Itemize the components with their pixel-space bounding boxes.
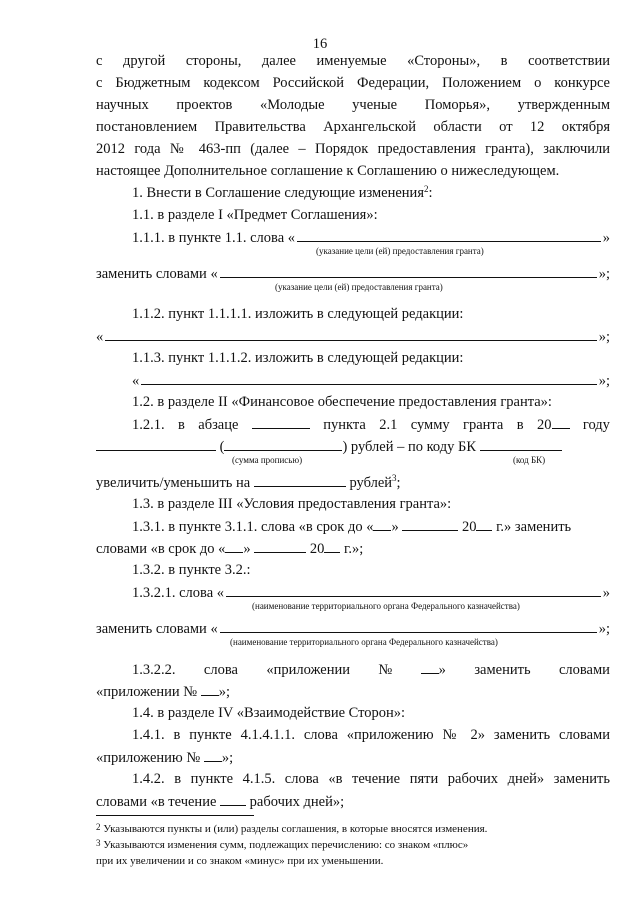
word-3: абзаце xyxy=(198,417,239,433)
word-10: году xyxy=(582,417,610,433)
footnote-3 xyxy=(96,838,610,852)
amount-words-blank xyxy=(224,437,342,451)
item-1-4-1-line-2 xyxy=(96,748,610,767)
item-1-4-2-c: рабочих дней»; xyxy=(249,794,345,810)
item-1-3-1-e: словами «в срок до « xyxy=(96,541,226,557)
footnote-3-text: Указываются изменения сумм, подлежащих перечислению: со знаком «плюс» xyxy=(100,839,469,851)
paragraph-blank xyxy=(252,415,310,429)
replace-1-end: »; xyxy=(598,266,610,282)
caption-treasury-2: (наименование территориального органа Федерального казначейства) xyxy=(230,637,498,647)
appendix-blank-1 xyxy=(421,660,439,674)
word-2: в xyxy=(178,417,185,433)
intro-line-3: научных проектов «Молодые ученые Поморья», утвержденным xyxy=(96,97,610,113)
item-1-end: : xyxy=(428,185,433,201)
year-blank-2 xyxy=(476,517,492,531)
item-1-3-2-2 xyxy=(132,660,610,679)
item-1-3-2-2-line-2 xyxy=(96,682,610,701)
intro-line-6: настоящее Дополнительное соглашение к Соглашению о нижеследующем. xyxy=(96,163,560,179)
item-1-3-2: 1.3.2. в пункте 3.2.: xyxy=(132,562,251,578)
item-1-1-3-close: »; xyxy=(598,373,610,389)
item-1-3-2-1-end: » xyxy=(602,585,610,601)
item-1-text: 1. Внести в Соглашение следующие изменения xyxy=(132,185,424,201)
item-1-4-1-b: «приложению № xyxy=(96,750,201,766)
footnote-2-text: Указываются пункты и (или) разделы соглашения, в которые вносятся изменения. xyxy=(100,823,488,835)
w-e: » xyxy=(438,662,446,678)
footnote-separator xyxy=(96,815,254,816)
item-1-3-1-line-2 xyxy=(96,539,610,558)
item-1-1-3: 1.1.3. пункт 1.1.1.2. изложить в следующей редакции: xyxy=(132,350,464,366)
item-1-3-1-a: 1.3.1. в пункте 3.1.1. слова «в срок до « xyxy=(132,519,374,535)
item-1-2-1-line-3 xyxy=(96,473,610,492)
item-1-4-2: 1.4.2. в пункте 4.1.5. слова «в течение пяти рабочих дней» заменить xyxy=(132,771,610,787)
item-1-3-1-f: » xyxy=(243,541,251,557)
item-1-1-1 xyxy=(132,228,610,247)
footnote-3-continued: при их увеличении и со знаком «минус» при их уменьшении. xyxy=(96,855,384,867)
item-1-3-1-g: 20 xyxy=(309,541,325,557)
page-number: 16 xyxy=(312,36,328,52)
caption-treasury-1: (наименование территориального органа Федерального казначейства) xyxy=(252,601,520,611)
edition-blank-2 xyxy=(141,371,596,385)
item-1-1-1-end: » xyxy=(602,230,610,246)
item-1-3-2-1 xyxy=(132,583,610,602)
item-1-1-2-open: « xyxy=(96,329,104,345)
word-7: гранта xyxy=(463,417,504,433)
amount-open: ( xyxy=(219,439,225,455)
intro-line-2: с Бюджетным кодексом Российской Федерации, Положением о конкурсе xyxy=(96,75,610,91)
change-end: рублей xyxy=(349,475,393,491)
day-blank-1 xyxy=(373,517,391,531)
word-8: в xyxy=(516,417,524,433)
treasury-blank-2 xyxy=(220,619,597,633)
item-1-3-2-1-text: 1.3.2.1. слова « xyxy=(132,585,225,601)
item-1-1-2-line xyxy=(96,327,610,346)
item-1-1-2-close: »; xyxy=(598,329,610,345)
item-1-2: 1.2. в разделе II «Финансовое обеспечение предоставления гранта»: xyxy=(132,394,552,410)
item-1-2-1 xyxy=(132,415,610,434)
intro-line-4: постановлением Правительства Архангельской области от 12 октября xyxy=(96,119,610,135)
item-1-1: 1.1. в разделе I «Предмет Соглашения»: xyxy=(132,207,378,223)
item-1-3-1-c: 20 xyxy=(461,519,477,535)
item-1-3-1-b: » xyxy=(391,519,399,535)
edition-blank-1 xyxy=(105,327,596,341)
change-tail: ; xyxy=(396,475,401,491)
w-b: слова xyxy=(203,662,238,678)
caption-sum-words: (сумма прописью) xyxy=(232,455,303,465)
caption-purpose-1: (указание цели (ей) предоставления гранта) xyxy=(316,246,484,256)
w-a: 1.3.2.2. xyxy=(132,662,176,678)
w-i: »; xyxy=(218,684,231,700)
footnote-ref-3: 3 xyxy=(392,473,397,483)
item-1-4-1: 1.4.1. в пункте 4.1.4.1.1. слова «приложению № 2» заменить словами xyxy=(132,727,610,743)
w-h: «приложении № xyxy=(96,684,198,700)
item-1-1-2: 1.1.2. пункт 1.1.1.1. изложить в следующей редакции: xyxy=(132,306,464,322)
item-1-3-1-h: г.»; xyxy=(344,541,364,557)
intro-line-1: с другой стороны, далее именуемые «Стороны», в соответствии xyxy=(96,53,610,69)
month-blank-1 xyxy=(402,517,458,531)
item-1-1-1-text: 1.1.1. в пункте 1.1. слова « xyxy=(132,230,296,246)
change-amount-blank xyxy=(254,473,346,487)
item-1-1-3-open: « xyxy=(132,373,140,389)
item-1-1-3-line xyxy=(132,371,610,390)
w-g: словами xyxy=(558,662,610,678)
replace-2-end: »; xyxy=(598,621,610,637)
footnote-2-number: 2 xyxy=(96,822,101,832)
treasury-blank-1 xyxy=(226,583,601,597)
footnote-2 xyxy=(96,822,610,836)
amount-blank xyxy=(96,437,216,451)
replace-line-1 xyxy=(96,264,610,283)
w-f: заменить xyxy=(474,662,531,678)
amount-mid: ) рублей – по коду БК xyxy=(342,439,477,455)
year-blank-1 xyxy=(552,415,570,429)
footnote-3-number: 3 xyxy=(96,838,101,848)
item-1-3-1-d: г.» заменить xyxy=(496,519,572,535)
caption-purpose-2: (указание цели (ей) предоставления гранта) xyxy=(275,282,443,292)
bk-code-blank xyxy=(480,437,562,451)
appendix-blank-3 xyxy=(204,748,222,762)
purpose-blank-2 xyxy=(220,264,597,278)
replace-line-2 xyxy=(96,619,610,638)
w-d: № xyxy=(378,662,393,678)
change-text: увеличить/уменьшить на xyxy=(96,475,251,491)
days-blank-1 xyxy=(220,792,246,806)
footnote-ref-2: 2 xyxy=(423,184,429,194)
item-1-4-2-b: словами «в течение xyxy=(96,794,217,810)
replace-1-text: заменить словами « xyxy=(96,266,218,282)
item-1-4-1-c: »; xyxy=(221,750,234,766)
year-blank-3 xyxy=(324,539,340,553)
word-5: 2.1 xyxy=(379,417,398,433)
caption-bk-code: (код БК) xyxy=(513,455,546,465)
intro-line-5: 2012 года № 463-пп (далее – Порядок предоставления гранта), заключили xyxy=(96,141,610,157)
month-blank-2 xyxy=(254,539,306,553)
appendix-blank-2 xyxy=(201,682,219,696)
word-6: сумму xyxy=(410,417,450,433)
word-9: 20 xyxy=(537,417,552,433)
word-4: пункта xyxy=(323,417,366,433)
item-1 xyxy=(132,184,610,202)
item-1-4-2-line-2 xyxy=(96,792,610,811)
item-1-4: 1.4. в разделе IV «Взаимодействие Сторон»: xyxy=(132,705,406,721)
purpose-blank-1 xyxy=(297,228,601,242)
item-1-3-1 xyxy=(132,517,610,536)
w-c: «приложении xyxy=(266,662,351,678)
replace-2-text: заменить словами « xyxy=(96,621,218,637)
word-1: 1.2.1. xyxy=(132,417,165,433)
item-1-3: 1.3. в разделе III «Условия предоставления гранта»: xyxy=(132,496,452,512)
day-blank-2 xyxy=(225,539,243,553)
item-1-2-1-line-2 xyxy=(96,437,610,456)
